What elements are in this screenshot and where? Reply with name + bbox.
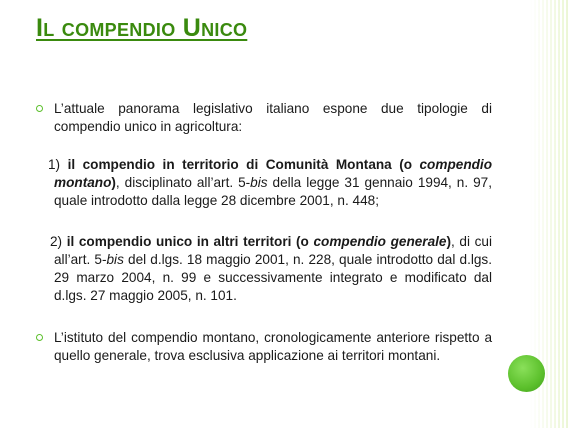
slide-content [36,100,492,365]
numbered-item-2 [36,233,492,305]
item-1-rest-b: della legge 31 gennaio 1994, n. 97, quale introdotto dalla legge 28 dicembre 2001, n. 448; [54,175,492,208]
item-1-bold-b: ) [111,175,116,190]
item-2-rest-b: del d.lgs. 18 maggio 2001, n. 228, quale introdotto dal d.lgs. 29 marzo 2004, n. 99 e successivamente integrato e modificato dal d.lgs. 27 maggio 2005, n. 101. [54,252,493,303]
circle-bullet-icon [36,105,43,112]
green-circle-decoration [508,355,545,392]
bullet-item-2 [36,329,492,365]
item-2-rest-a: , di cui all’art. 5- [54,234,492,267]
item-1-bold-a: il compendio in territorio di Comunità Montana (o [67,157,420,172]
item-1-rest-italic: bis [250,175,268,190]
item-1-bold-italic: compendio montano [54,157,493,190]
circle-bullet-icon [36,334,43,341]
bullet-item-1 [36,100,492,136]
item-2-bold-b: ) [446,234,452,249]
bullet-2-text: L’istituto del compendio montano, cronologicamente anteriore rispetto a quello generale, trova esclusiva applicazione ai territori montani. [54,330,492,363]
slide-title: Il compendio Unico [36,14,248,42]
item-2-bold-italic: compendio generale [313,234,447,249]
item-1-rest-a: , disciplinato all’art. 5- [115,175,251,190]
item-1-number: 1) [48,157,61,172]
item-2-rest-italic: bis [106,252,124,267]
item-2-number: 2) [50,234,63,249]
numbered-item-1 [36,156,492,210]
item-2-bold-a: il compendio unico in altri territori (o [66,234,314,249]
bullet-1-text: L’attuale panorama legislativo italiano espone due tipologie di compendio unico in agricoltura: [54,101,492,134]
